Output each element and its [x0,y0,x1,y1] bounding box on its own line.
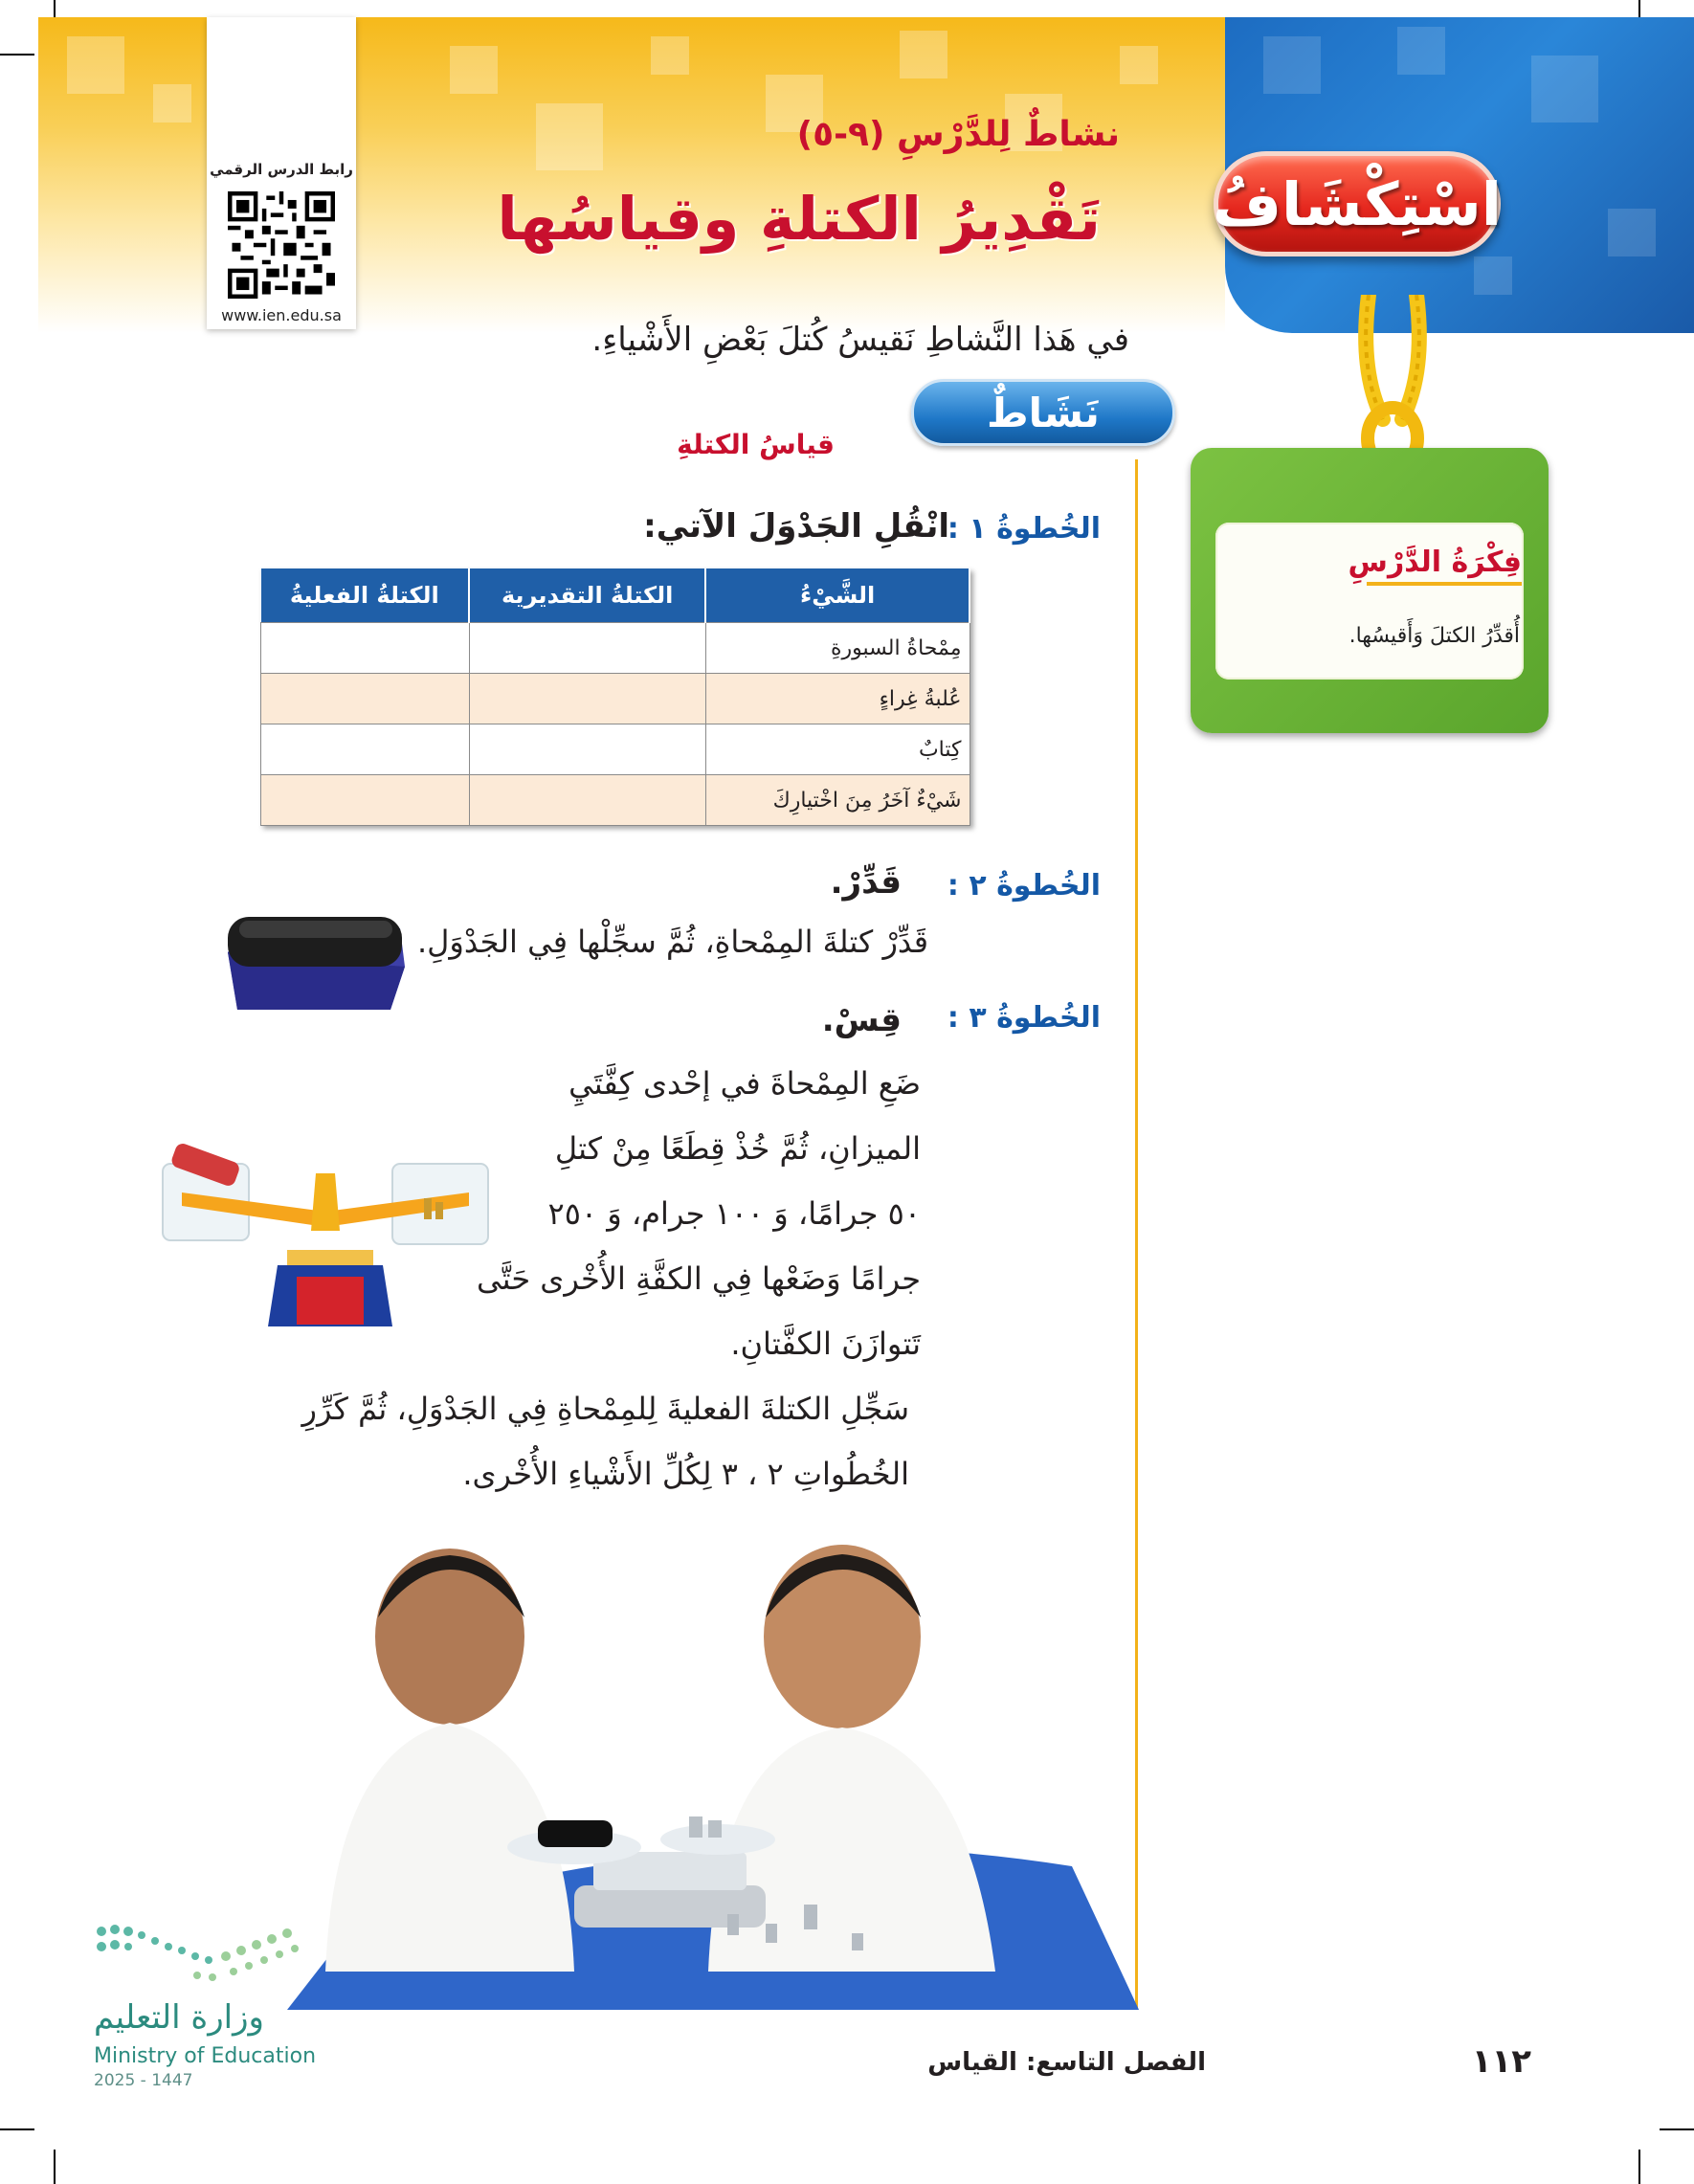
ministry-name-english: Ministry of Education [94,2044,317,2068]
table-row [261,674,970,724]
table-cell: شَيْءٌ آخَرُ مِنَ اخْتيارِكَ [705,775,970,826]
table-header: الشَّيْءُ [705,568,970,623]
lesson-idea-title: فِكْرَةُ الدَّرْسِ [1348,546,1522,579]
table-header: الكتلةُ التقديرية [469,568,705,623]
qr-url[interactable]: www.ien.edu.sa [221,306,342,324]
step-2-heading: قَدِّرْ. [830,863,902,902]
crop-mark [0,54,34,56]
table-cell [469,674,705,724]
table-row [261,724,970,775]
step-3-label: الخُطوةُ ٣ : [947,1001,1101,1035]
activity-name: قياسُ الكتلةِ [677,429,835,460]
activity-badge-label: نَشَاطٌ [987,389,1100,436]
step-3-line: جرامًا وَضَعْها فِي الكفَّةِ الأُخْرى حَتَّى [477,1260,921,1297]
step-3-extra-line: الخُطُواتِ ٢ ، ٣ لِكُلِّ الأَشْياءِ الأُخْرى. [462,1456,909,1492]
table-cell [261,724,470,775]
qr-card[interactable] [207,17,356,329]
table-cell [261,674,470,724]
table-cell [469,775,705,826]
step-3-line: تَتوازَنَ الكفَّتانِ. [730,1326,921,1362]
table-row [261,775,970,826]
data-table [260,568,970,826]
table-cell: كِتابٌ [705,724,970,775]
balance-scale-image [153,1135,498,1326]
step-2-label: الخُطوةُ ٢ : [947,869,1101,903]
step-3-line: الميزانِ، ثُمَّ خُذْ قِطَعًا مِنْ كتلِ [554,1130,921,1167]
eraser-image [218,909,410,1019]
qr-code-icon[interactable] [228,191,335,299]
crop-mark [54,2150,56,2184]
step-2-body: قَدِّرْ كتلةَ المِمْحاةِ، ثُمَّ سجِّلْها فِي الجَدْوَلِ. [416,924,928,960]
footer-chapter: الفصل التاسع: القياس [927,2048,1206,2077]
ministry-logo-icon [92,1912,312,1998]
step-3-line: ضَعِ المِمْحاةَ في إحْدى كِفَّتَيِ [568,1065,921,1102]
crop-mark [1638,2150,1640,2184]
students-photo [287,1522,1139,2010]
title-underline [1367,582,1522,586]
table-cell: عُلبةُ غِراءٍ [705,674,970,724]
explore-label: اسْتِكْشَافُ [1213,168,1502,239]
table-header: الكتلةُ الفعليةُ [261,568,470,623]
step-3-extra-line: سَجِّلِ الكتلةَ الفعليةَ لِلمِمْحاةِ فِي الجَدْوَلِ، ثُمَّ كَرِّرِ [301,1391,909,1427]
intro-text: في هَذا النَّشاطِ نَقيسُ كُتلَ بَعْضِ الأَشْياءِ. [591,321,1129,359]
table-cell [469,623,705,674]
activity-badge [911,379,1175,446]
crop-mark [0,2128,34,2130]
crop-mark [1660,2128,1694,2130]
step-3-line: ٥٠ جرامًا، وَ ١٠٠ جرام، وَ ٢٥٠ [547,1195,921,1232]
table-cell [469,724,705,775]
step-1-label: الخُطوةُ ١ : [947,512,1101,546]
qr-label: رابط الدرس الرقمي [210,161,353,178]
page-number: ١١٢ [1471,2042,1531,2081]
step-3-heading: قِسْ. [821,1001,902,1039]
ministry-year: 2025 - 1447 [94,2071,193,2090]
table-header-row [261,568,970,623]
explore-badge [1214,151,1501,256]
lesson-title: تَقْدِيرُ الكتلةِ وقياسُها [497,184,1101,254]
table-cell: مِمْحاةُ السبورةِ [705,623,970,674]
lesson-idea-text: أُقدِّرُ الكتلَ وَأَقيسُها. [1349,624,1520,648]
table-cell [261,775,470,826]
step-1-heading: انْقُلِ الجَدْوَلَ الآتي: [643,507,949,546]
activity-label: نشاطٌ لِلدَّرْسِ (٩-٥) [796,115,1120,154]
ministry-name-arabic: وزارة التعليم [94,1998,264,2037]
table-row [261,623,970,674]
table-cell [261,623,470,674]
